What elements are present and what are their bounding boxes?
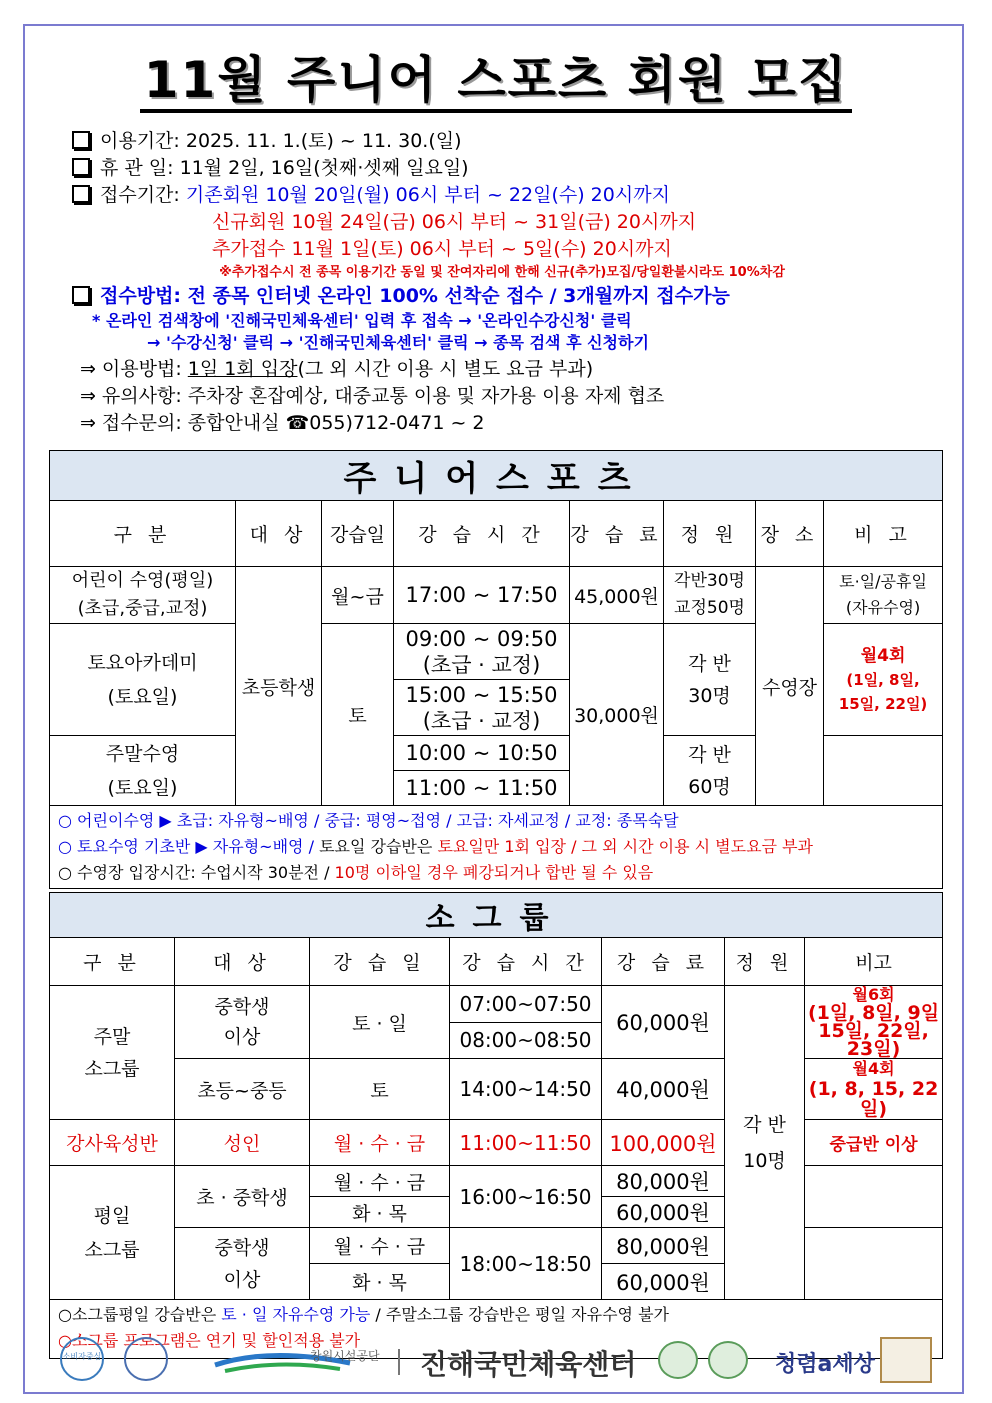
small-note-1: ○소그룹평일 강습반은 토 · 일 자유수영 가능 / 주말소그룹 강습반은 평일 자유수영 불가 xyxy=(58,1305,669,1324)
method-sub2: → '수강신청' 클릭 → '진해국민체육센터' 클릭 → 종목 검색 후 신청하기 xyxy=(147,333,649,352)
small-group-table: 소그룹 구 분 대 상 강 습 일 강 습 시 간 강 습 료 정 원 비고 주말 소그룹 중학생 이상 토 · 일 07:00~07:50 60,000원 각 반 10명 월6회 (1일, 8일, 9일 15일, 22일, 23일) 08:00~08:50 초등~중등 토 14:00~14:50 40,000원 월4회 (1, 8, 15, 22일) 강사육성반 성인 월 · 수 · 금 11:00~11:50 100,000원 중급반 이상 평일 소그룹 초 · 중학생 월 · 수 · 금 16:00~16:50 80,000원 화 · 목 60,000원 중학생 이상 월 · 수 · 금 18:00~18:50 80,000원 화 · 목 60,000원 ○소그룹평일 강습반은 토 · 일 자유수영 가능 / 주말소그룹 강습반은 평일 자유수영 불가 ○소그룹 프로그램은 연기 및 할인적용 불가 xyxy=(49,892,943,1359)
method-sub1: * 온라인 검색창에 '진해국민체육센터' 입력 후 접속 → '온라인수강신청' 클릭 xyxy=(92,311,632,330)
info-section: 이용기간: 2025. 11. 1.(토) ~ 11. 30.(일) 휴 관 일: 11월 2일, 16일(첫째·셋째 일요일) 접수기간: 기존회원 10월 20일(월) 06시 부터 ~ 22일(수) 20시까지 신규회원 10월 24일(금) 06시 부터 ~ 31일(금) 20시까지 추가접수 11월 1일(토) 06시 부터 ~ 5일(수) 20시까지 ※추가접수시 전 종목 이용기간 동일 및 잔여자리에 한해 신규(추가)모집/당일환불시라도 10%차감 접수방법: 전 종목 인터넷 온라인 100% 선착순 접수 / 3개월까지 접수가능 * 온라인 검색창에 '진해국민체육센터' 입력 후 접속 → '온라인수강신청' 클릭 → '수강신청' 클릭 → '진해국민체육센터' 클릭 → 종목 검색 후 신청하기 ⇒ 이용방법: 1일 1회 입장(그 외 시간 이용 시 별도 요금 부과) ⇒ 유의사항: 주차장 혼잡예상, 대중교통 이용 및 자가용 이용 자제 협조 ⇒ 접수문의: 종합안내실 ☎055)712-0471 ~ 2 xyxy=(72,128,952,437)
arrow-icon: ⇒ xyxy=(80,385,96,407)
consumer-center-logo: 소비자중심 xyxy=(60,1337,104,1381)
mascot-icon xyxy=(658,1341,698,1379)
caution: 유의사항: 주차장 혼잡예상, 대중교통 이용 및 자가용 이용 자제 협조 xyxy=(101,385,665,407)
award-badge-icon xyxy=(880,1337,932,1383)
reg-note: ※추가접수시 전 종목 이용기간 동일 및 잔여자리에 한해 신규(추가)모집/당일환불시라도 10%차감 xyxy=(219,265,785,280)
checkbox-icon xyxy=(72,286,90,304)
junior-note-1: ○ 어린이수영 ▶ 초급: 자유형~배영 / 중급: 평영~접영 / 고급: 자세교정 / 교정: 종목숙달 xyxy=(58,811,679,830)
small-group-title: 소그룹 xyxy=(50,893,943,938)
junior-note-3: ○ 수영장 입장시간: 수업시작 30분전 / 10명 이하일 경우 폐강되거나 합반 될 수 있음 xyxy=(58,863,654,882)
mascot-icon xyxy=(708,1341,748,1379)
checkbox-icon xyxy=(72,131,90,149)
brand-logo-text: 창원시설공단 xyxy=(310,1349,380,1363)
checkbox-icon xyxy=(72,185,90,203)
reg-extra: 추가접수 11월 1일(토) 06시 부터 ~ 5일(수) 20시까지 xyxy=(212,238,672,260)
page-title: 11월 주니어 스포츠 회원 모집 xyxy=(0,40,992,112)
arrow-icon: ⇒ xyxy=(80,358,96,380)
small-note-2: ○소그룹 프로그램은 연기 및 할인적용 불가 xyxy=(58,1331,361,1350)
footer-logos xyxy=(60,1335,940,1387)
method: 접수방법: 전 종목 인터넷 온라인 100% 선착순 접수 / 3개월까지 접수가능 xyxy=(100,285,730,307)
checkbox-icon xyxy=(72,158,90,176)
junior-table: 주니어스포츠 구 분 대 상 강습일 강 습 시 간 강 습 료 정 원 장 소 비 고 어린이 수영(평일) (초급,중급,교정) 초등학생 월~금 17:00 ~ 17:50 45,000원 각반30명 교정50명 수영장 토·일/공휴일 (자유수영) 토요아카데미 (토요일) 토 09:00 ~ 09:50 (초급 · 교정) 30,000원 각 반 30명 월4회 (1일, 8일, 15일, 22일) 15:00 ~ 15:50 (초급 · 교정) 주말수영 (토요일) 10:00 ~ 10:50 각 반 60명 11:00 ~ 11:50 ○ 어린이수영 ▶ 초급: 자유형~배영 / 중급: 평영~접영 / 고급: 자세교정 / 교정: 종목숙달 ○ 토요수영 기초반 ▶ 자유형~배영 / 토요일 강습반은 토요일만 1회 입장 / 그 외 시간 이용 시 별도요금 부과 ○ 수영장 입장시간: 수업시작 30분전 / 10명 이하일 경우 폐강되거나 합반 될 수 있음 xyxy=(49,450,943,889)
reg-existing: 기존회원 10월 20일(월) 06시 부터 ~ 22일(수) 20시까지 xyxy=(185,184,670,206)
arrow-icon: ⇒ xyxy=(80,412,96,434)
divider xyxy=(398,1349,400,1375)
reg-new: 신규회원 10월 24일(금) 06시 부터 ~ 31일(금) 20시까지 xyxy=(212,211,697,233)
center-name: 진해국민체육센터 xyxy=(420,1348,637,1381)
slogan-logo: 청렴a세상 xyxy=(775,1352,875,1377)
junior-title: 주니어스포츠 xyxy=(50,451,943,501)
contact: 접수문의: 종합안내실 ☎055)712-0471 ~ 2 xyxy=(101,412,485,434)
junior-note-2: ○ 토요수영 기초반 ▶ 자유형~배영 / 토요일 강습반은 토요일만 1회 입장 / 그 외 시간 이용 시 별도요금 부과 xyxy=(58,837,813,856)
certification-logo xyxy=(124,1337,168,1381)
